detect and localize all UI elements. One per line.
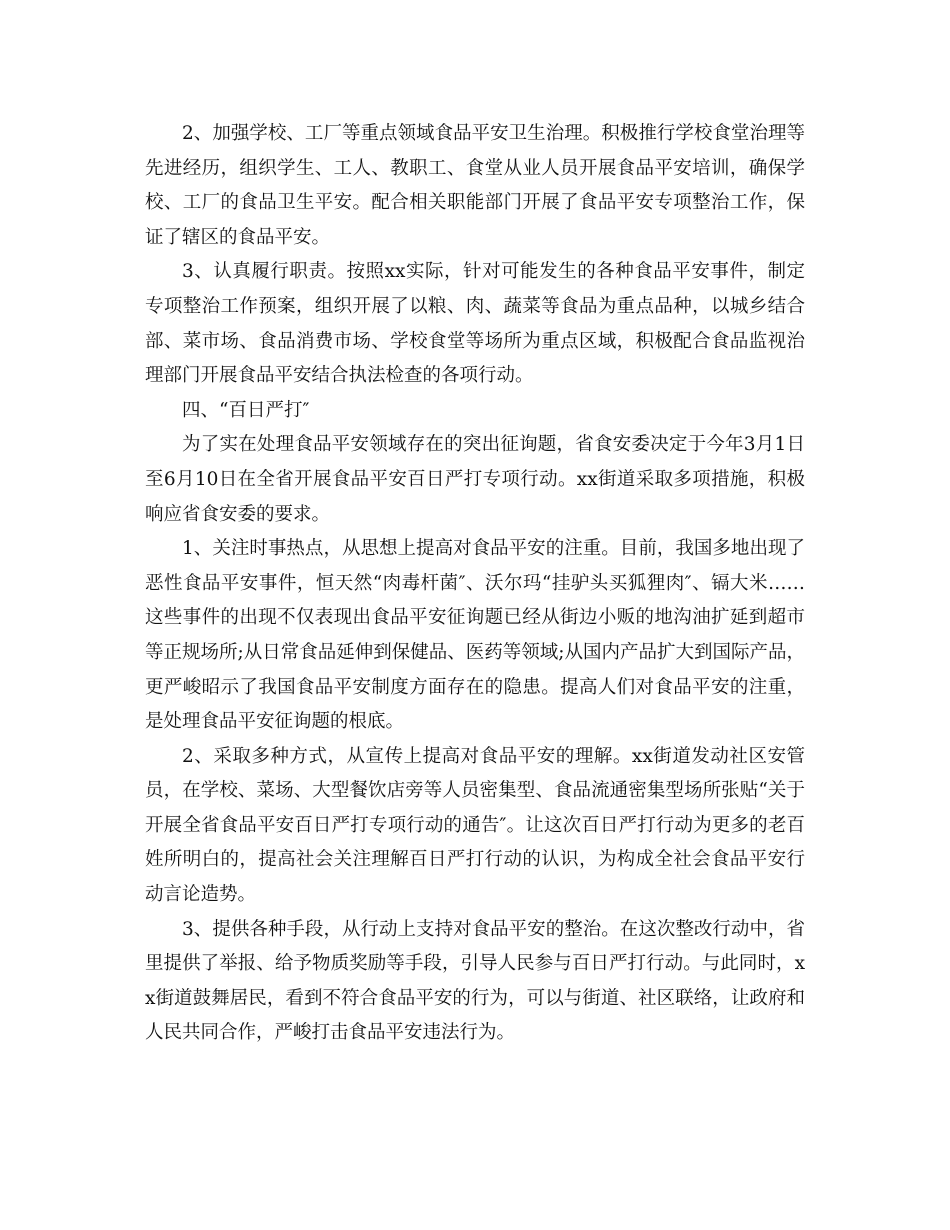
paragraph-crackdown-intro: 为了实在处理食品平安领域存在的突出征询题，省食安委决定于今年3月1日至6月10日在全省开展食品平安百日严打专项行动。xx街道采取多项措施，积极响应省食安委的要求。 xyxy=(145,434,805,525)
paragraph-fulfil-duties: 3、认真履行职责。按照xx实际，针对可能发生的各种食品平安事件，制定专项整治工作预案，组织开展了以粮、肉、蔬菜等食品为重点品种，以城乡结合部、菜市场、食品消费市场、学校食堂等场所为重点区域，积极配合食品监视治理部门开展食品平安结合执法检查的各项行动。 xyxy=(145,261,805,387)
paragraph-action-means: 3、提供各种手段，从行动上支持对食品平安的整治。在这次整改行动中，省里提供了举报、给予物质奖励等手段，引导人民参与百日严打行动。与此同时，xx街道鼓舞居民，看到不符合食品平安的行为，可以与街道、社区联络，让政府和人民共同合作，严峻打击食品平安违法行为。 xyxy=(145,918,805,1044)
paragraph-publicity: 2、采取多种方式，从宣传上提高对食品平安的理解。xx街道发动社区安管员，在学校、菜场、大型餐饮店旁等人员密集型、食品流通密集型场所张贴“关于开展全省食品平安百日严打专项行动的通告″。让这次百日严打行动为更多的老百姓所明白的，提高社会关注理解百日严打行动的认识，为构成全社会食品平安行动言论造势。 xyxy=(145,745,805,906)
document-body xyxy=(145,117,805,1051)
paragraph-hot-topics: 1、关注时事热点，从思想上提高对食品平安的注重。目前，我国多地出现了恶性食品平安事件，恒天然“肉毒杆菌″、沃尔玛“挂驴头买狐狸肉″、镉大米……这些事件的出现不仅表现出食品平安征询题已经从街边小贩的地沟油扩延到超市等正规场所;从日常食品延伸到保健品、医药等领域;从国内产品扩大到国际产品，更严峻昭示了我国食品平安制度方面存在的隐患。提高人们对食品平安的注重，是处理食品平安征询题的根底。 xyxy=(145,538,805,733)
paragraph-school-factory-hygiene: 2、加强学校、工厂等重点领域食品平安卫生治理。积极推行学校食堂治理等先进经历，组织学生、工人、教职工、食堂从业人员开展食品平安培训，确保学校、工厂的食品卫生平安。配合相关职能部门开展了食品平安专项整治工作，保证了辖区的食品平安。 xyxy=(145,123,805,248)
section-heading-hundred-day-crackdown: 四、“百日严打″ xyxy=(182,399,310,421)
